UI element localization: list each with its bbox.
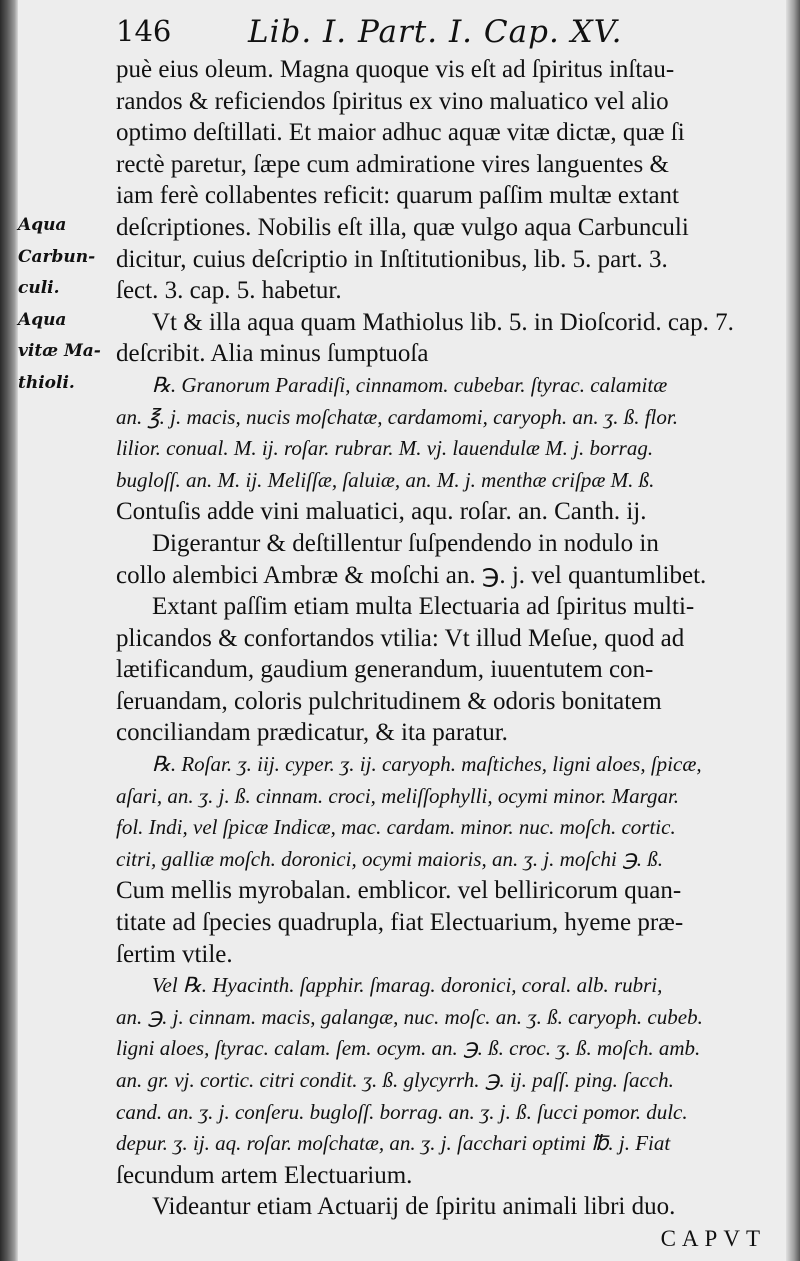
margin-note: vitæ Ma- xyxy=(18,341,101,362)
recipe-line: ℞. Granorum Paradiſi, cinnamom. cubebar. ſtyrac. calamitæ xyxy=(152,372,668,397)
text-line: ſeruandam, coloris pulchritudinem & odoris bonitatem xyxy=(116,687,662,715)
text-line: dicitur, cuius deſcriptio in Inſtitutionibus, lib. 5. part. 3. xyxy=(116,245,668,273)
margin-note: culi. xyxy=(18,278,60,299)
text-line: Cum mellis myrobalan. emblicor. vel belliricorum quan- xyxy=(116,877,682,905)
page-header xyxy=(108,14,768,54)
recipe-line: an. ℥. j. macis, nucis moſchatæ, cardamomi, caryoph. an. ʒ. ß. flor. xyxy=(116,404,678,429)
text-line: Vt & illa aqua quam Mathiolus lib. 5. in Dioſcorid. cap. 7. xyxy=(152,308,734,336)
recipe-line: an. ℈. j. cinnam. macis, galangæ, nuc. moſc. an. ʒ. ß. caryoph. cubeb. xyxy=(116,1004,703,1029)
text-line: ſecundum artem Electuarium. xyxy=(116,1161,413,1189)
text-line: optimo deſtillati. Et maior adhuc aquæ vitæ dictæ, quæ ſi xyxy=(116,119,685,147)
book-binding-shadow xyxy=(0,0,18,1261)
recipe-line: ℞. Roſar. ʒ. iij. cyper. ʒ. ij. caryoph. maſtiches, ligni aloes, ſpicæ, xyxy=(152,752,702,777)
recipe-line: aſari, an. ʒ. j. ß. cinnam. croci, meliſſophylli, ocymi minor. Margar. xyxy=(116,783,680,808)
page-number: 146 xyxy=(116,14,172,48)
text-line: puè eius oleum. Magna quoque vis eſt ad ſpiritus inſtau- xyxy=(116,56,675,83)
recipe-line: lilior. conual. M. ij. roſar. rubrar. M. vj. lauendulæ M. j. borrag. xyxy=(116,436,654,461)
recipe-line: fol. Indi, vel ſpicæ Indicæ, mac. cardam. minor. nuc. moſch. cortic. xyxy=(116,815,676,840)
text-line: rectè paretur, ſæpe cum admiratione vires languentes & xyxy=(116,150,669,178)
text-line: titate ad ſpecies quadrupla, fiat Electuarium, hyeme præ- xyxy=(116,909,684,937)
text-line: Digerantur & deſtillentur ſuſpendendo in nodulo in xyxy=(152,529,659,557)
text-line: conciliandam prædicatur, & ita paratur. xyxy=(116,719,508,747)
recipe-line: depur. ʒ. ij. aq. roſar. moſchatæ, an. ʒ. j. ſacchari optimi ℔. j. Fiat xyxy=(116,1131,671,1156)
text-line: deſcribit. Alia minus ſumptuoſa xyxy=(116,340,429,368)
margin-note: Aqua xyxy=(18,309,67,330)
margin-note: thioli. xyxy=(18,372,75,393)
recipe-line: ligni aloes, ſtyrac. calam. ſem. ocym. an. ℈. ß. croc. ʒ. ß. moſch. amb. xyxy=(116,1036,701,1061)
page-edge-shadow xyxy=(786,0,800,1261)
text-line: Videantur etiam Actuarij de ſpiritu animali libri duo. xyxy=(152,1193,676,1221)
margin-note: Carbun- xyxy=(18,246,96,267)
recipe-line: Vel ℞. Hyacinth. ſapphir. ſmarag. doronici, coral. alb. rubri, xyxy=(152,973,663,998)
text-line: deſcriptiones. Nobilis eſt illa, quæ vulgo aqua Carbunculi xyxy=(116,213,689,241)
recipe-line: citri, galliæ moſch. doronici, ocymi maioris, an. ʒ. j. moſchi ℈. ß. xyxy=(116,846,664,871)
text-line: Extant paſſim etiam multa Electuaria ad ſpiritus multi- xyxy=(152,593,695,621)
text-line: ſect. 3. cap. 5. habetur. xyxy=(116,277,342,305)
text-line: randos & reficiendos ſpiritus ex vino maluatico vel alio xyxy=(116,87,669,115)
text-line: plicandos & confortandos vtilia: Vt illud Meſue, quod ad xyxy=(116,624,685,652)
catchword: CAPVT xyxy=(660,1225,766,1251)
body-text xyxy=(116,54,766,1255)
recipe-line: bugloſſ. an. M. ij. Meliſſæ, ſaluiæ, an. M. j. menthæ criſpæ M. ß. xyxy=(116,467,655,492)
text-line: ſertim vtile. xyxy=(116,940,233,968)
recipe-line: an. gr. vj. cortic. citri condit. ʒ. ß. glycyrrh. ℈. ij. paſſ. ping. ſacch. xyxy=(116,1068,674,1092)
text-line: iam ferè collabentes reficit: quarum paſſim multæ extant xyxy=(116,182,680,210)
running-head: Lib. I. Part. I. Cap. XV. xyxy=(248,14,623,50)
text-line: collo alembici Ambræ & moſchi an. ℈. j. vel quantumlibet. xyxy=(116,561,707,589)
text-line: Contuſis adde vini maluatici, aqu. roſar. an. Canth. ij. xyxy=(116,498,647,526)
margin-notes xyxy=(18,210,118,400)
recipe-line: cand. an. ʒ. j. conſeru. bugloſſ. borrag. an. ʒ. j. ß. ſucci pomor. dulc. xyxy=(116,1099,688,1124)
margin-note: Aqua xyxy=(18,215,67,235)
text-line: lætificandum, gaudium generandum, iuuentutem con- xyxy=(116,656,654,684)
